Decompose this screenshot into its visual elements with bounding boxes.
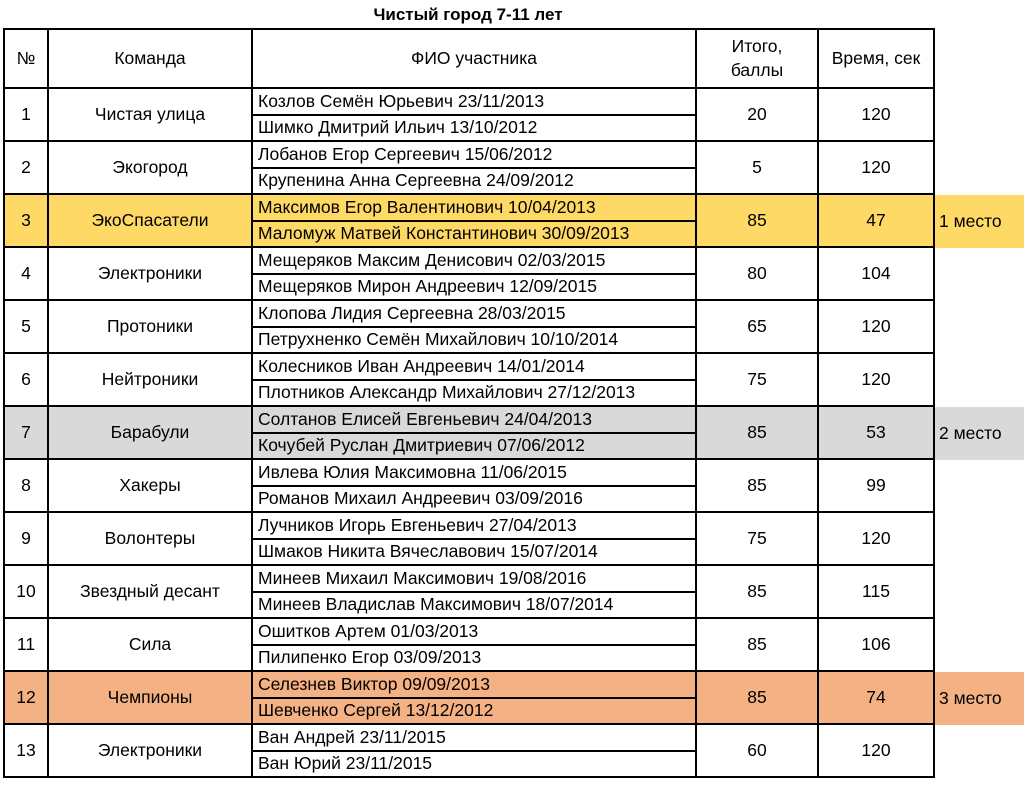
total-score-cell[interactable]: 65 <box>697 301 819 354</box>
time-cell[interactable]: 106 <box>819 619 935 672</box>
team-cell[interactable]: Барабули <box>49 407 253 460</box>
row-number-cell[interactable]: 11 <box>3 619 49 672</box>
place-label[interactable] <box>935 142 1024 195</box>
row-number-cell[interactable]: 3 <box>3 195 49 248</box>
participant-name: Лобанов Егор Сергеевич 15/06/2012 <box>258 143 553 164</box>
time-cell[interactable]: 120 <box>819 142 935 195</box>
total-score-cell[interactable]: 20 <box>697 89 819 142</box>
participants-cell[interactable] <box>253 142 697 195</box>
place-label[interactable]: 3 место <box>935 672 1024 725</box>
team-cell[interactable]: Звездный десант <box>49 566 253 619</box>
participants-cell[interactable] <box>253 248 697 301</box>
header-num[interactable]: № <box>3 28 49 89</box>
participant-name: Лучников Игорь Евгеньевич 27/04/2013 <box>258 514 577 535</box>
participant-name: Максимов Егор Валентинович 10/04/2013 <box>258 196 596 217</box>
time-cell[interactable]: 120 <box>819 513 935 566</box>
place-label[interactable]: 1 место <box>935 195 1024 248</box>
participant-name: Кочубей Руслан Дмитриевич 07/06/2012 <box>253 432 695 459</box>
participant-name: Ошитков Артем 01/03/2013 <box>258 620 479 641</box>
total-score-cell[interactable]: 75 <box>697 513 819 566</box>
total-score-cell[interactable]: 85 <box>697 460 819 513</box>
participants-cell[interactable] <box>253 301 697 354</box>
participant-name: Мещеряков Мирон Андреевич 12/09/2015 <box>253 273 695 300</box>
participant-name: Маломуж Матвей Константинович 30/09/2013 <box>253 220 695 247</box>
participant-name: Козлов Семён Юрьевич 23/11/2013 <box>258 90 545 111</box>
time-cell[interactable]: 115 <box>819 566 935 619</box>
team-cell[interactable]: Волонтеры <box>49 513 253 566</box>
participant-name: Минеев Владислав Максимович 18/07/2014 <box>253 591 695 618</box>
header-team[interactable]: Команда <box>49 28 253 89</box>
place-label[interactable] <box>935 619 1024 672</box>
results-table <box>3 28 1024 792</box>
time-cell[interactable]: 104 <box>819 248 935 301</box>
participants-cell[interactable] <box>253 672 697 725</box>
total-score-cell[interactable]: 85 <box>697 566 819 619</box>
participant-name: Ивлева Юлия Максимовна 11/06/2015 <box>258 461 567 482</box>
header-participants[interactable]: ФИО участника <box>253 28 697 89</box>
total-score-cell[interactable]: 5 <box>697 142 819 195</box>
row-number-cell[interactable]: 4 <box>3 248 49 301</box>
team-cell[interactable]: Протоники <box>49 301 253 354</box>
row-number-cell[interactable]: 9 <box>3 513 49 566</box>
time-cell[interactable]: 47 <box>819 195 935 248</box>
total-score-cell[interactable]: 85 <box>697 407 819 460</box>
team-cell[interactable]: Чистая улица <box>49 89 253 142</box>
participant-name: Солтанов Елисей Евгеньевич 24/04/2013 <box>258 408 592 429</box>
row-number-cell[interactable]: 5 <box>3 301 49 354</box>
place-label[interactable] <box>935 248 1024 301</box>
participant-name: Колесников Иван Андреевич 14/01/2014 <box>258 355 585 376</box>
participant-name: Шимко Дмитрий Ильич 13/10/2012 <box>253 114 695 141</box>
participant-name: Мещеряков Максим Денисович 02/03/2015 <box>258 249 606 270</box>
participant-name: Романов Михаил Андреевич 03/09/2016 <box>253 485 695 512</box>
total-score-cell[interactable]: 85 <box>697 619 819 672</box>
header-time[interactable]: Время, сек <box>819 28 935 89</box>
time-cell[interactable]: 120 <box>819 301 935 354</box>
participants-cell[interactable] <box>253 513 697 566</box>
team-cell[interactable]: Сила <box>49 619 253 672</box>
row-number-cell[interactable]: 7 <box>3 407 49 460</box>
team-cell[interactable]: Нейтроники <box>49 354 253 407</box>
team-cell[interactable]: Экогород <box>49 142 253 195</box>
total-score-cell[interactable]: 80 <box>697 248 819 301</box>
place-label[interactable] <box>935 354 1024 407</box>
row-number-cell[interactable]: 10 <box>3 566 49 619</box>
time-cell[interactable]: 120 <box>819 354 935 407</box>
row-number-cell[interactable]: 12 <box>3 672 49 725</box>
place-label[interactable] <box>935 301 1024 354</box>
participant-name: Петрухненко Семён Михайлович 10/10/2014 <box>253 326 695 353</box>
participant-name: Клопова Лидия Сергеевна 28/03/2015 <box>258 302 566 323</box>
participant-name: Ван Юрий 23/11/2015 <box>253 750 695 777</box>
participant-name: Селезнев Виктор 09/09/2013 <box>258 673 490 694</box>
time-cell[interactable]: 53 <box>819 407 935 460</box>
row-number-cell[interactable]: 13 <box>3 725 49 778</box>
participants-cell[interactable] <box>253 195 697 248</box>
header-blank-cell[interactable] <box>935 28 1024 89</box>
team-cell[interactable]: Электроники <box>49 725 253 778</box>
place-label[interactable] <box>935 725 1024 778</box>
time-cell[interactable]: 74 <box>819 672 935 725</box>
participant-name: Плотников Александр Михайлович 27/12/2013 <box>253 379 695 406</box>
row-number-cell[interactable]: 1 <box>3 89 49 142</box>
place-label[interactable] <box>935 513 1024 566</box>
participant-name: Шевченко Сергей 13/12/2012 <box>253 697 695 724</box>
row-number-cell[interactable]: 6 <box>3 354 49 407</box>
place-label[interactable] <box>935 460 1024 513</box>
team-cell[interactable]: Электроники <box>49 248 253 301</box>
header-total[interactable]: Итого, баллы <box>697 28 819 89</box>
participants-cell[interactable] <box>253 407 697 460</box>
total-score-cell[interactable]: 85 <box>697 195 819 248</box>
participants-cell[interactable] <box>253 354 697 407</box>
participants-cell[interactable] <box>253 566 697 619</box>
row-number-cell[interactable]: 8 <box>3 460 49 513</box>
place-label[interactable] <box>935 89 1024 142</box>
sheet-title: Чистый город 7-11 лет <box>373 5 563 24</box>
participant-name: Крупенина Анна Сергеевна 24/09/2012 <box>253 167 695 194</box>
participants-cell[interactable] <box>253 89 697 142</box>
team-cell[interactable]: Чемпионы <box>49 672 253 725</box>
participants-cell[interactable] <box>253 619 697 672</box>
participants-cell[interactable] <box>253 460 697 513</box>
team-cell[interactable]: Хакеры <box>49 460 253 513</box>
participant-name: Шмаков Никита Вячеславович 15/07/2014 <box>253 538 695 565</box>
time-cell[interactable]: 99 <box>819 460 935 513</box>
participants-cell[interactable] <box>253 725 697 778</box>
time-cell[interactable]: 120 <box>819 725 935 778</box>
row-number-cell[interactable]: 2 <box>3 142 49 195</box>
total-score-cell[interactable]: 85 <box>697 672 819 725</box>
team-cell[interactable]: ЭкоСпасатели <box>49 195 253 248</box>
participant-name: Пилипенко Егор 03/09/2013 <box>253 644 695 671</box>
time-cell[interactable]: 120 <box>819 89 935 142</box>
participant-name: Ван Андрей 23/11/2015 <box>258 726 446 747</box>
total-score-cell[interactable]: 75 <box>697 354 819 407</box>
participant-name: Минеев Михаил Максимович 19/08/2016 <box>258 567 587 588</box>
place-label[interactable]: 2 место <box>935 407 1024 460</box>
total-score-cell[interactable]: 60 <box>697 725 819 778</box>
place-label[interactable] <box>935 566 1024 619</box>
